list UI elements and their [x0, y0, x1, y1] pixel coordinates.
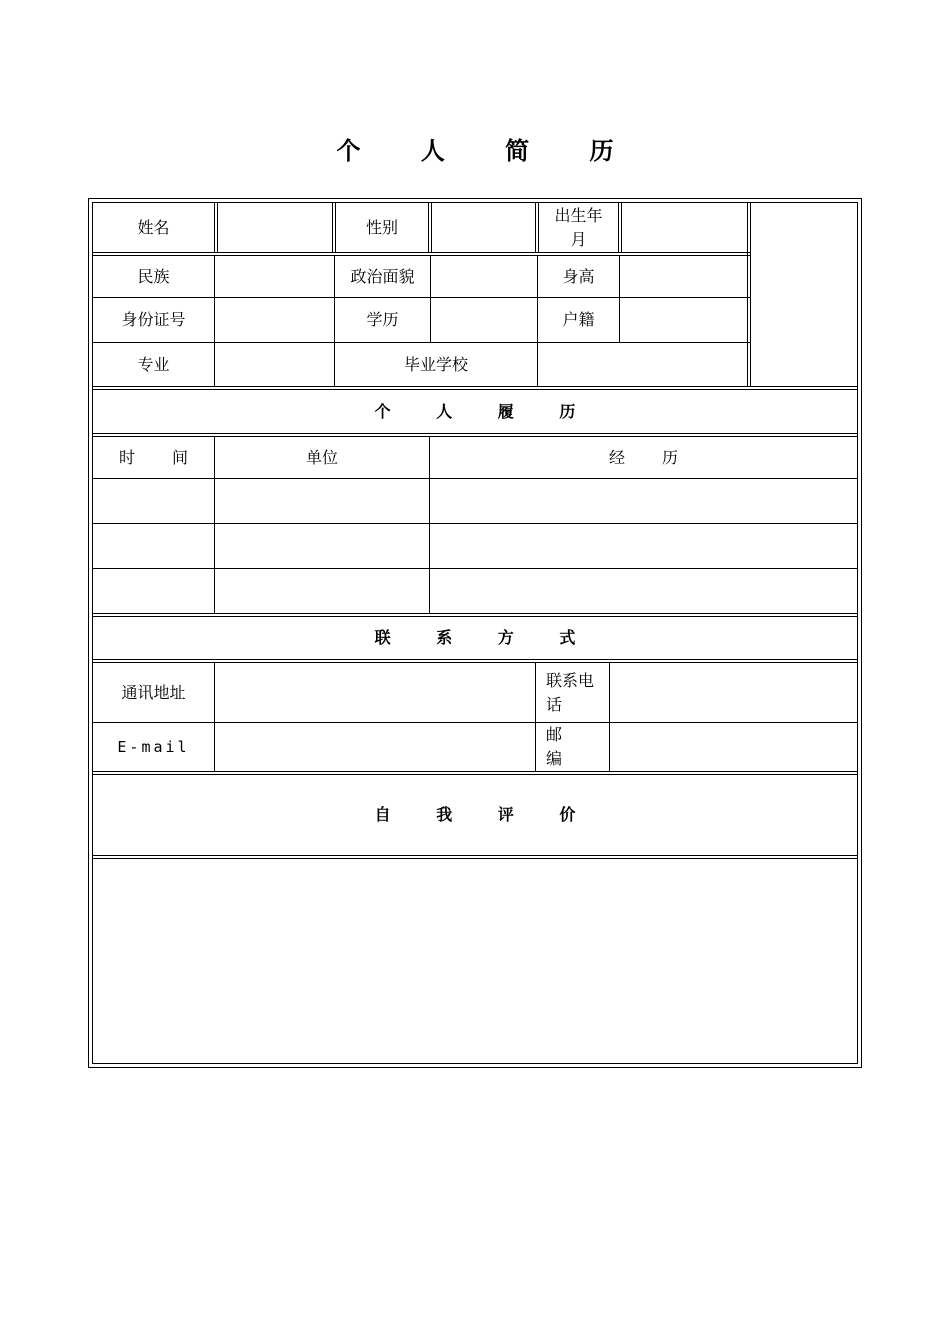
self-evaluation-section-title: 自 我 评 价 [374, 805, 596, 824]
row-divider [92, 613, 858, 614]
birth-label [539, 203, 618, 253]
email-label: E-mail [117, 738, 190, 756]
resume-time-cell[interactable] [93, 479, 214, 523]
address-value[interactable] [215, 663, 535, 722]
id-number-label: 身份证号 [121, 310, 186, 329]
time-column-header: 时 间 [118, 447, 205, 467]
resume-time-cell[interactable] [93, 569, 214, 613]
postcode-label-text: 邮编 [546, 725, 563, 768]
name-label: 姓名 [137, 218, 170, 237]
gender-value[interactable] [432, 203, 535, 253]
photo-area[interactable] [751, 203, 857, 387]
gender-label: 性别 [365, 218, 398, 237]
resume-section-title: 个 人 履 历 [374, 401, 596, 421]
column-divider [428, 202, 429, 253]
graduate-school-label: 毕业学校 [403, 354, 468, 374]
ethnicity-label: 民族 [137, 266, 170, 286]
self-evaluation-content[interactable] [93, 859, 857, 1063]
postcode-value[interactable] [610, 723, 857, 771]
major-value[interactable] [215, 343, 334, 386]
height-value[interactable] [620, 256, 747, 297]
education-value[interactable] [431, 298, 537, 342]
height-label: 身高 [562, 266, 595, 286]
political-status-value[interactable] [431, 256, 537, 297]
postcode-label [536, 723, 609, 771]
email-value[interactable] [215, 723, 535, 771]
contact-section-title: 联 系 方 式 [374, 628, 596, 647]
id-number-value[interactable] [215, 298, 334, 342]
column-divider [747, 202, 748, 387]
hukou-label: 户籍 [562, 310, 595, 329]
education-label: 学历 [366, 310, 399, 329]
phone-label-text: 联系电话 [546, 670, 595, 714]
unit-column-header: 单位 [305, 447, 338, 467]
ethnicity-value[interactable] [215, 256, 334, 297]
resume-experience-cell[interactable] [430, 524, 857, 568]
resume-unit-cell[interactable] [215, 479, 429, 523]
address-label: 通讯地址 [121, 682, 186, 702]
page-title: 个 人 简 历 [336, 136, 640, 165]
experience-column-header: 经 历 [608, 447, 695, 467]
phone-label [536, 663, 609, 722]
birth-value[interactable] [622, 203, 747, 253]
column-divider [535, 202, 536, 253]
column-divider [618, 202, 619, 253]
political-status-label: 政治面貌 [350, 266, 415, 286]
hukou-value[interactable] [620, 298, 747, 342]
major-label: 专业 [137, 354, 170, 374]
row-divider [92, 771, 858, 772]
resume-unit-cell[interactable] [215, 524, 429, 568]
row-divider [92, 386, 858, 387]
graduate-school-value[interactable] [538, 343, 747, 386]
resume-experience-cell[interactable] [430, 569, 857, 613]
name-value[interactable] [218, 203, 332, 253]
phone-value[interactable] [610, 663, 857, 722]
resume-experience-cell[interactable] [430, 479, 857, 523]
column-divider [332, 202, 333, 253]
row-divider [92, 855, 858, 856]
resume-unit-cell[interactable] [215, 569, 429, 613]
column-divider [214, 202, 215, 253]
birth-label-text: 出生年月 [554, 206, 603, 249]
resume-time-cell[interactable] [93, 524, 214, 568]
row-divider [92, 433, 858, 434]
row-divider [92, 659, 858, 660]
